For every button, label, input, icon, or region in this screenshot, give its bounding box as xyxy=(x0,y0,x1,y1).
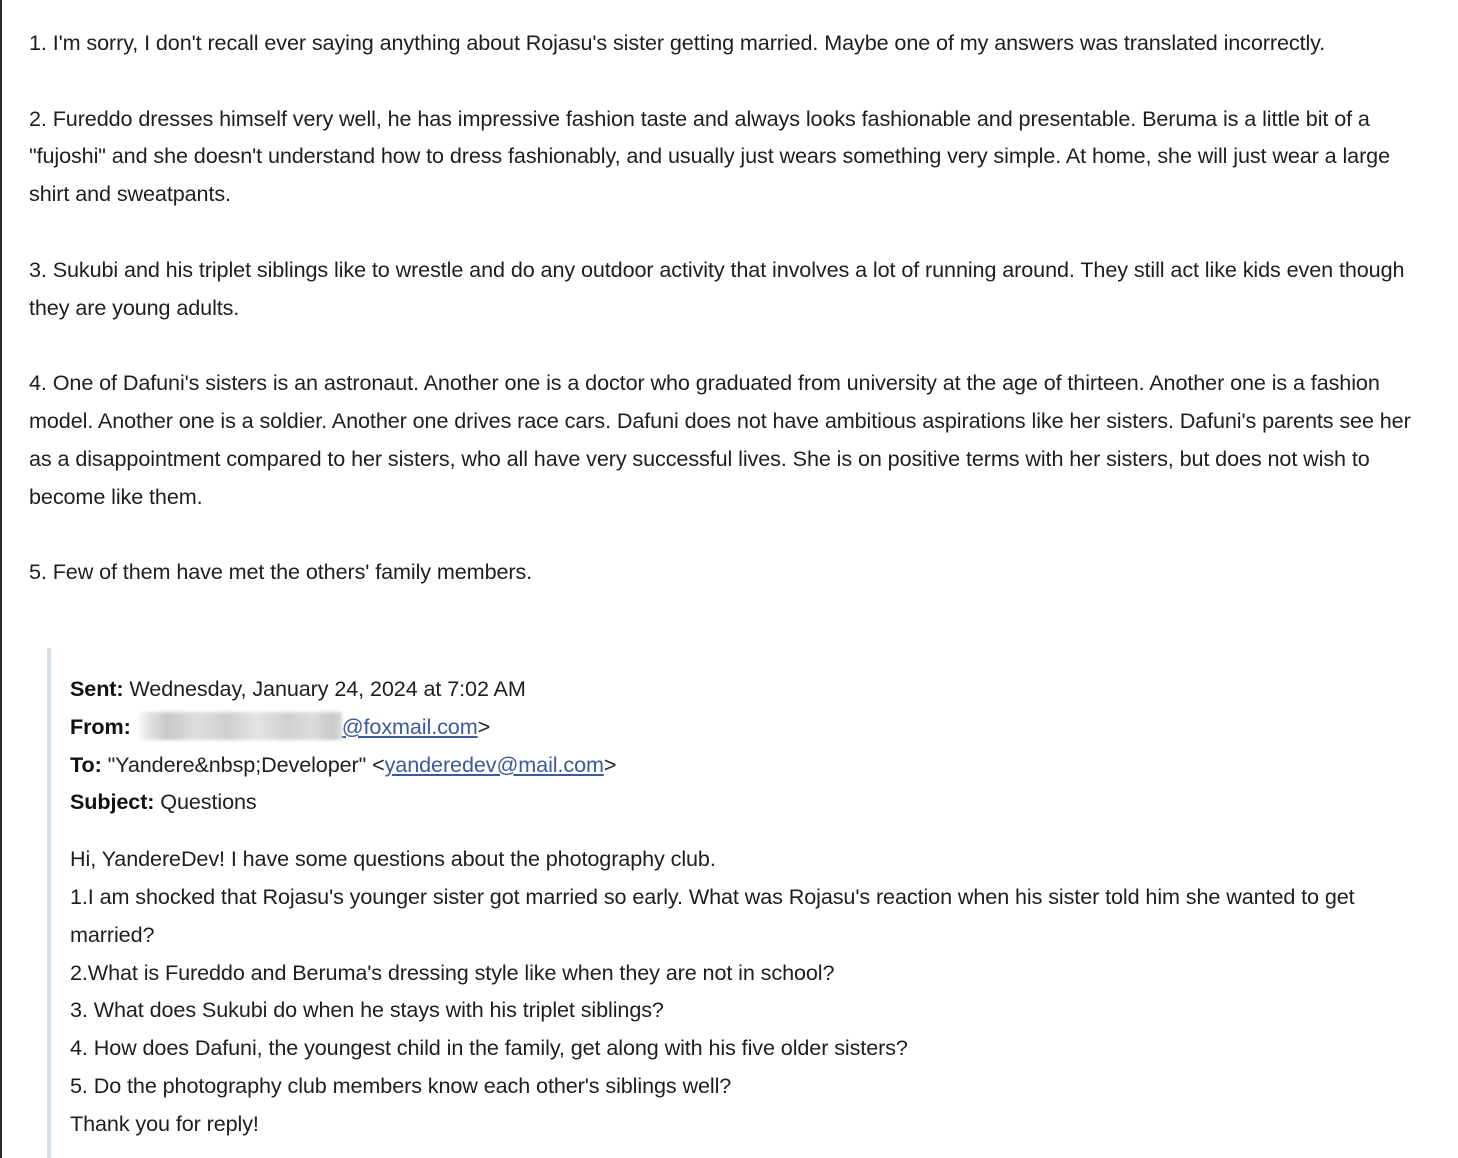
sent-value: Wednesday, January 24, 2024 at 7:02 AM xyxy=(123,676,526,701)
quoted-original-message xyxy=(47,648,1437,1158)
to-email-link[interactable]: yanderedev@mail.com xyxy=(384,751,604,777)
sent-header xyxy=(70,670,1430,708)
reply-body xyxy=(29,24,1434,629)
message-line-question-5: 5. Do the photography club members know each other's siblings well? xyxy=(70,1072,732,1098)
subject-header xyxy=(70,783,1430,821)
reply-paragraph-3: 3. Sukubi and his triplet siblings like to wrestle and do any outdoor activity that involves a lot of running around. They still act like kids even though they are young adults. xyxy=(29,256,1405,320)
to-header xyxy=(70,746,1430,784)
redacted-sender-name xyxy=(137,712,342,740)
to-name: "Yandere&nbsp;Developer" < xyxy=(101,751,385,777)
reply-paragraph-5: 5. Few of them have met the others' family members. xyxy=(29,559,533,585)
sent-label: Sent: xyxy=(70,676,124,701)
subject-value: Questions xyxy=(154,789,257,815)
message-line-question-1: 1.I am shocked that Rojasu's younger sister got married so early. What was Rojasu's reaction when his sister told him she wanted to get married? xyxy=(70,883,1355,947)
message-line-thanks: Thank you for reply! xyxy=(70,1110,259,1136)
subject-label: Subject: xyxy=(70,789,155,815)
reply-paragraph-2: 2. Fureddo dresses himself very well, he has impressive fashion taste and always looks fashionable and presentable. Beruma is a little bit of a "fujoshi" and she doesn't understand how to dress fashionably, and usually just wears something very simple. At home, she will just wear a large shirt and sweatpants. xyxy=(29,105,1390,207)
to-label: To: xyxy=(70,751,102,777)
window-left-border xyxy=(0,0,2,1158)
quoted-message-content xyxy=(70,670,1430,1143)
from-suffix: > xyxy=(477,713,491,739)
message-line-question-3: 3. What does Sukubi do when he stays with his triplet siblings? xyxy=(70,997,664,1023)
from-email-link[interactable]: @foxmail.com xyxy=(341,713,478,739)
to-suffix: > xyxy=(603,751,617,777)
from-label: From: xyxy=(70,713,131,739)
from-header xyxy=(70,708,1430,746)
header-body-gap xyxy=(70,821,1430,840)
message-line-question-4: 4. How does Dafuni, the youngest child in the family, get along with his five older sisters? xyxy=(70,1035,908,1061)
reply-paragraph-1: 1. I'm sorry, I don't recall ever saying anything about Rojasu's sister getting married. Maybe one of my answers was translated incorrectly. xyxy=(29,30,1326,55)
message-line-question-2: 2.What is Fureddo and Beruma's dressing style like when they are not in school? xyxy=(70,959,835,985)
message-line-greeting: Hi, YandereDev! I have some questions about the photography club. xyxy=(70,846,716,872)
reply-paragraph-4: 4. One of Dafuni's sisters is an astronaut. Another one is a doctor who graduated from university at the age of thirteen. Another one is a fashion model. Another one is a soldier. Another one drives race cars. Dafuni does not have ambitious aspirations like her sisters. Dafuni's parents see her as a disappointment compared to her sisters, who all have very successful lives. She is on positive terms with her sisters, but does not wish to become like them. xyxy=(29,370,1411,509)
